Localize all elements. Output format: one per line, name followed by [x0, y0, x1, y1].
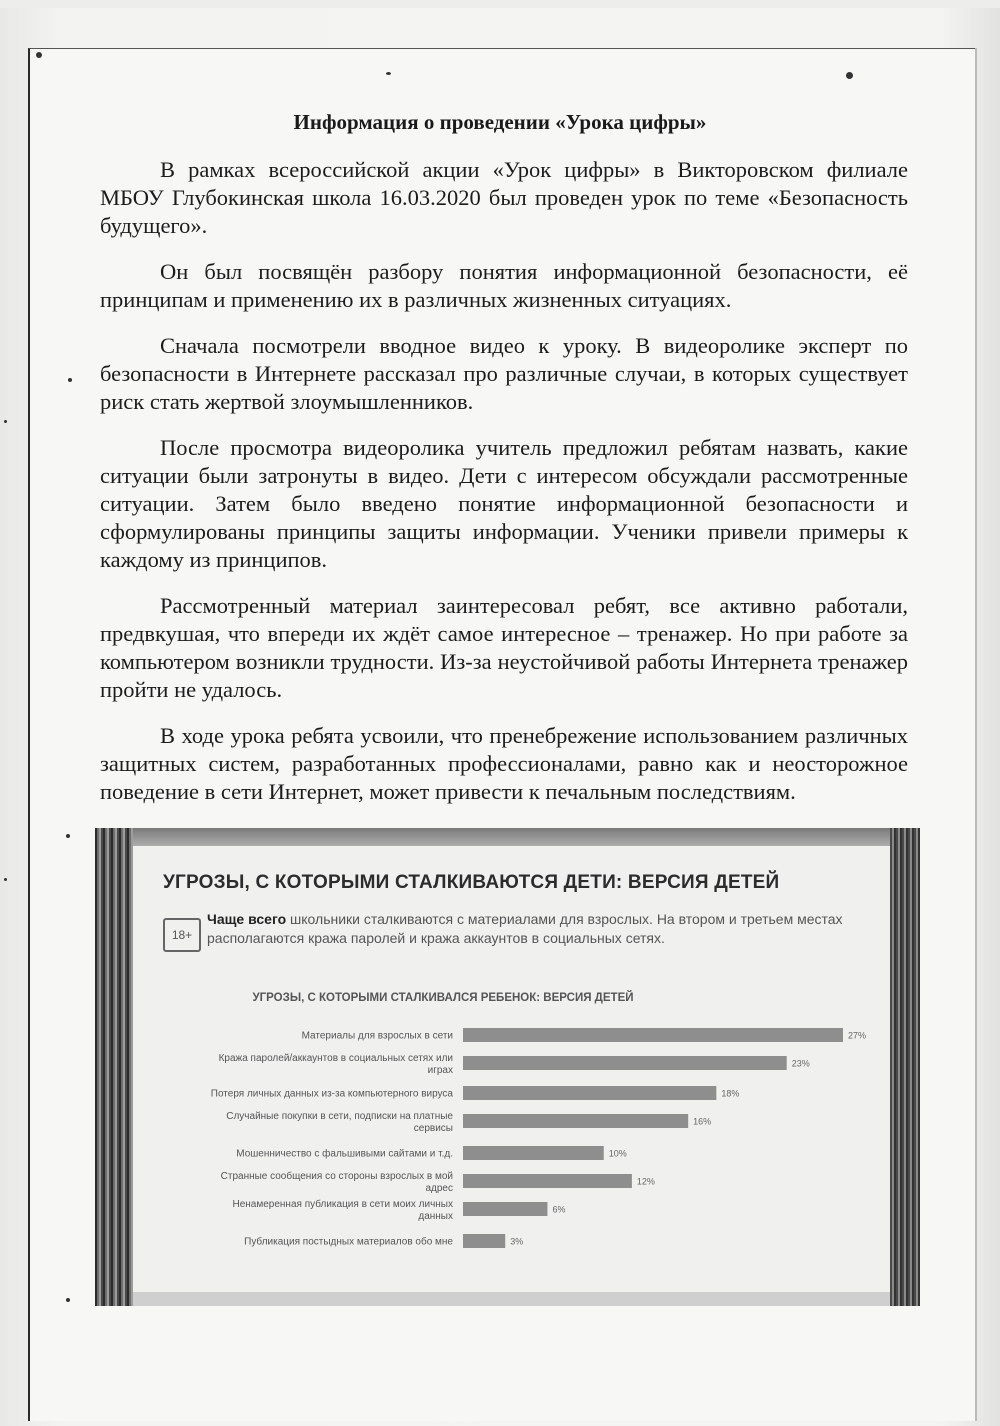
chart-category-label: Случайные покупки в сети, подписки на платные сервисы [226, 1111, 453, 1134]
document-title: Информация о проведении «Урока цифры» [293, 110, 707, 134]
slide-description-text: школьники сталкиваются с материалами для взрослых. На втором и третьем местах располагаются кража паролей и кража аккаунтов в социальных сетях. [207, 911, 843, 946]
scan-speck [386, 72, 391, 75]
scan-speck [68, 378, 72, 382]
chart-value-label: 16% [693, 1116, 712, 1127]
chart-value-label: 3% [510, 1236, 524, 1247]
presentation-slide [133, 846, 890, 1292]
chart-value-label: 18% [721, 1088, 740, 1099]
slide-heading: УГРОЗЫ, С КОТОРЫМИ СТАЛКИВАЮТСЯ ДЕТИ: ВЕРСИЯ ДЕТЕЙ [163, 872, 780, 893]
photo-frame-right [890, 828, 920, 1306]
paragraph: В рамках всероссийской акции «Урок цифры» в Викторовском филиале МБОУ Глубокинская школа 16.03.2020 был проведен урок по теме «Безопасность будущего». [100, 157, 908, 238]
slide-description-emphasis: Чаще всего [207, 911, 287, 927]
chart-category-label: Мошенничество с фальшивыми сайтами и т.д. [236, 1148, 453, 1160]
chart-value-label: 12% [636, 1176, 655, 1187]
chart-bar [463, 1174, 632, 1188]
chart-category-label: Кража паролей/аккаунтов в социальных сетях или играх [218, 1053, 453, 1076]
chart-bar [463, 1146, 604, 1160]
scan-speck [4, 878, 7, 881]
document-body [100, 156, 908, 824]
scan-speck [36, 52, 42, 58]
chart-value-label: 23% [791, 1058, 810, 1069]
paragraph: Он был посвящён разбору понятия информационной безопасности, её принципам и применению их в различных жизненных ситуациях. [100, 259, 908, 312]
chart-value-label: 6% [552, 1204, 566, 1215]
paragraph: Сначала посмотрели вводное видео к уроку. В видеоролике эксперт по безопасности в Интернете рассказал про различные случаи, в которых существует риск стать жертвой злоумышленников. [100, 333, 908, 414]
chart-bar [463, 1056, 787, 1070]
scan-speck [66, 1298, 70, 1302]
chart-bar [463, 1234, 505, 1248]
chart-bar [463, 1202, 547, 1216]
chart-value-label: 27% [848, 1030, 867, 1041]
scan-speck [66, 834, 70, 838]
scan-speck [846, 72, 853, 79]
paragraph: В ходе урока ребята усвоили, что пренебрежение использованием различных защитных систем, разработанных профессионалами, равно как и неосторожное поведение в сети Интернет, может привести к печальным последствиям. [100, 723, 908, 804]
chart-bar [463, 1114, 688, 1128]
chart-category-label: Ненамеренная публикация в сети моих личных данных [232, 1199, 453, 1222]
chart-value-label: 10% [608, 1148, 627, 1159]
bar-chart [133, 1008, 890, 1278]
chart-category-label: Потеря личных данных из-за компьютерного вируса [210, 1088, 453, 1100]
slide-description [207, 910, 847, 948]
paragraph: Рассмотренный материал заинтересовал ребят, все активно работали, предвкушая, что впереди их ждёт самое интересное – тренажер. Но при работе за компьютером возникли трудности. Из-за неустойчивой работы Интернета тренажер пройти не удалось. [100, 593, 908, 702]
chart-category-label: Публикация постыдных материалов обо мне [244, 1236, 453, 1248]
chart-title: УГРОЗЫ, С КОТОРЫМИ СТАЛКИВАЛСЯ РЕБЕНОК: ВЕРСИЯ ДЕТЕЙ [252, 992, 634, 1004]
chart-bar [463, 1086, 716, 1100]
slide-photo [95, 828, 920, 1306]
photo-frame-left [95, 828, 133, 1306]
scan-speck [4, 420, 7, 423]
chart-category-label: Странные сообщения со стороны взрослых в мой адрес [220, 1171, 453, 1194]
chart-bar [463, 1028, 843, 1042]
age-rating-badge: 18+ [163, 918, 201, 952]
chart-category-label: Материалы для взрослых в сети [301, 1030, 453, 1042]
paragraph: После просмотра видеоролика учитель предложил ребятам назвать, какие ситуации были затронуты в видео. Дети с интересом обсуждали рассмотренные ситуации. Затем было введено понятие информационной безопасности и сформулированы принципы защиты информации. Ученики привели примеры к каждому из принципов. [100, 435, 908, 572]
